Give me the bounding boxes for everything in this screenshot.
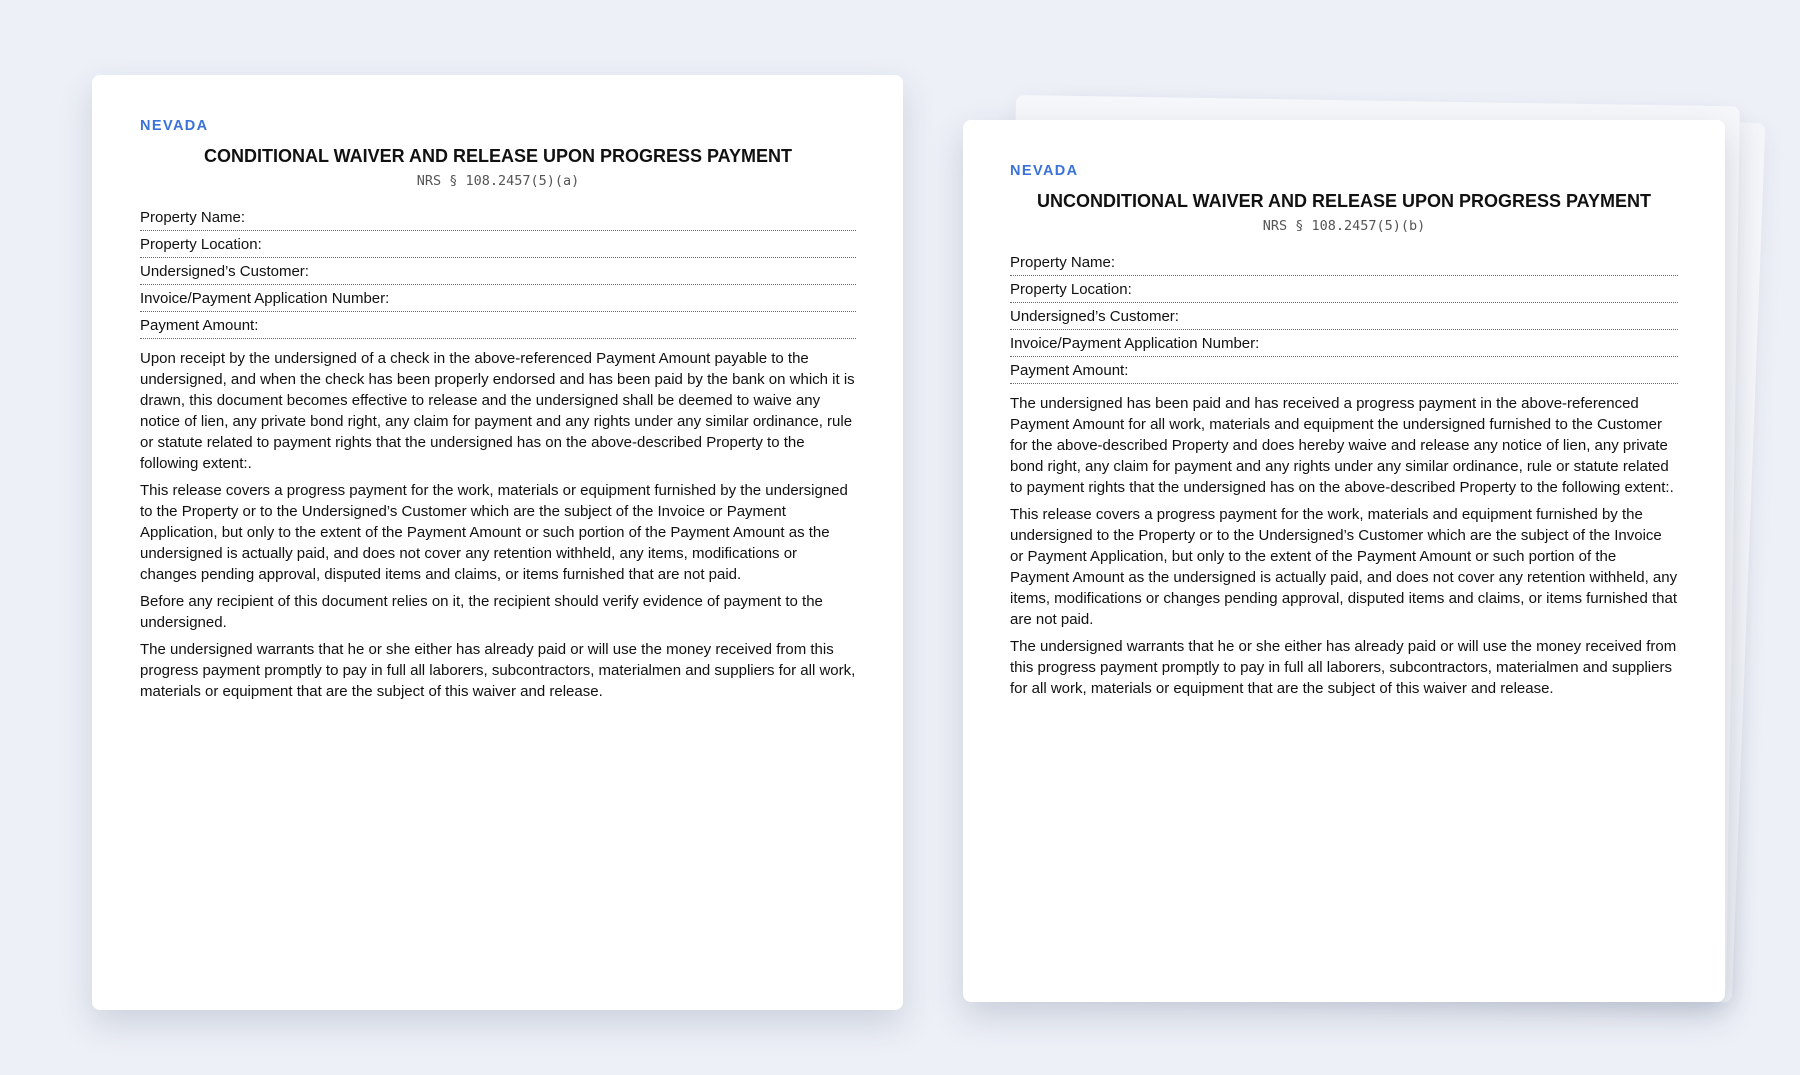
document-title: CONDITIONAL WAIVER AND RELEASE UPON PROGRESS PAYMENT <box>203 146 793 166</box>
body-paragraph: The undersigned has been paid and has received a progress payment in the above-referenced Payment Amount for all work, materials and equipment the undersigned furnished to the Customer for the above-described Property and does hereby waive and release any notice of lien, any private bond right, any claim for payment and any rights under any similar ordinance, rule or statute related to payment rights that the undersigned has on the above-described Property to the following extent:. <box>1010 395 1674 496</box>
state-label: NEVADA <box>1010 163 1079 179</box>
body-paragraph: The undersigned warrants that he or she either has already paid or will use the money received from this progress payment promptly to pay in full all laborers, subcontractors, materialmen and suppliers for all work, materials or equipment that are the subject of this waiver and release. <box>140 641 856 700</box>
document-body <box>1010 393 1678 699</box>
property-name-field: Property Name: <box>140 204 856 231</box>
body-paragraph: Before any recipient of this document relies on it, the recipient should verify evidence of payment to the undersigned. <box>140 593 823 631</box>
body-paragraph: The undersigned warrants that he or she either has already paid or will use the money received from this progress payment promptly to pay in full all laborers, subcontractors, materialmen and suppliers for all work, materials or equipment that are the subject of this waiver and release. <box>1010 638 1677 697</box>
state-label: NEVADA <box>140 118 209 134</box>
statute-citation: NRS § 108.2457(5)(b) <box>1262 218 1426 234</box>
customer-field: Undersigned’s Customer: <box>1010 303 1678 330</box>
customer-field: Undersigned’s Customer: <box>140 258 856 285</box>
payment-amount-field: Payment Amount: <box>1010 357 1678 384</box>
body-paragraph: This release covers a progress payment for the work, materials and equipment furnished by the undersigned to the Property or to the Undersigned’s Customer which are the subject of the Invoice or Payment Application, but only to the extent of the Payment Amount or such portion of the Payment Amount as the undersigned is actually paid, and does not cover any retention withheld, any items, modifications or changes pending approval, disputed items and claims, or items furnished that are not paid. <box>1010 506 1678 628</box>
document-body <box>140 348 856 702</box>
statute-citation: NRS § 108.2457(5)(a) <box>416 173 580 189</box>
form-fields <box>140 204 856 339</box>
property-location-field: Property Location: <box>1010 276 1678 303</box>
property-location-field: Property Location: <box>140 231 856 258</box>
conditional-waiver-document <box>92 75 903 1010</box>
form-fields <box>1010 249 1678 384</box>
property-name-field: Property Name: <box>1010 249 1678 276</box>
invoice-number-field: Invoice/Payment Application Number: <box>1010 330 1678 357</box>
document-title: UNCONDITIONAL WAIVER AND RELEASE UPON PROGRESS PAYMENT <box>1036 191 1652 211</box>
body-paragraph: Upon receipt by the undersigned of a check in the above-referenced Payment Amount payable to the undersigned, and when the check has been properly endorsed and has been paid by the bank on which it is drawn, this document becomes effective to release and the undersigned shall be deemed to waive any notice of lien, any private bond right, any claim for payment and any rights under any similar ordinance, rule or statute related to payment rights that the undersigned has on the above-described Property to the following extent:. <box>140 350 855 472</box>
payment-amount-field: Payment Amount: <box>140 312 856 339</box>
invoice-number-field: Invoice/Payment Application Number: <box>140 285 856 312</box>
unconditional-waiver-document <box>963 120 1725 1002</box>
body-paragraph: This release covers a progress payment for the work, materials or equipment furnished by the undersigned to the Property or to the Undersigned’s Customer which are the subject of the Invoice or Payment Application, but only to the extent of the Payment Amount or such portion of the Payment Amount as the undersigned is actually paid, and does not cover any retention withheld, any items, modifications or changes pending approval, disputed items and claims, or items furnished that are not paid. <box>140 482 848 583</box>
